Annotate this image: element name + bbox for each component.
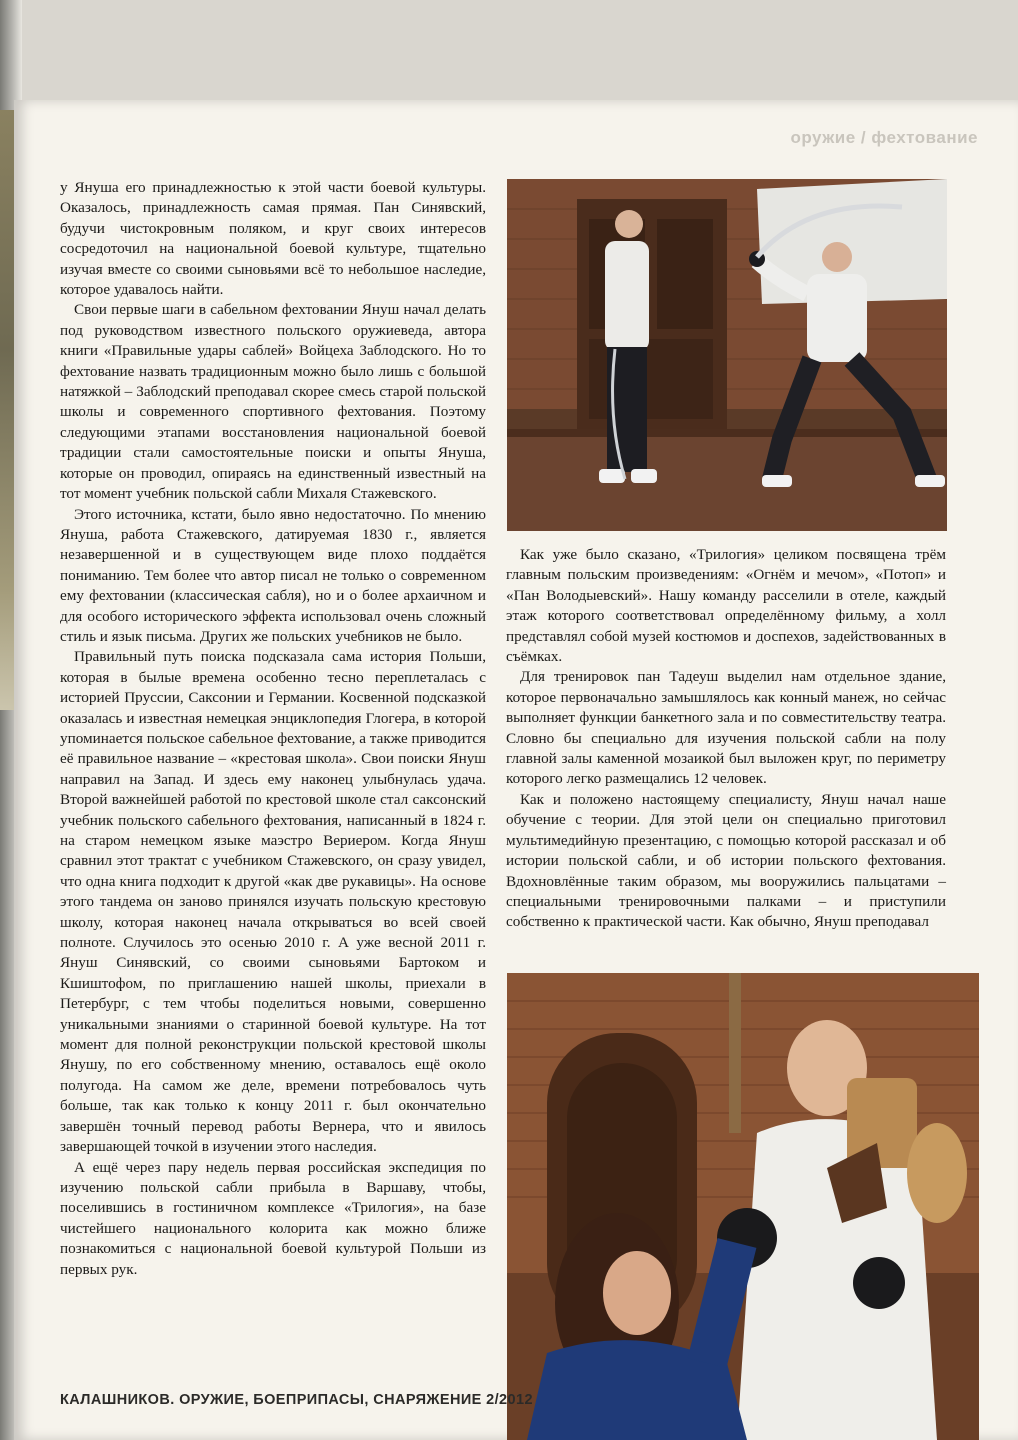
paragraph: Правильный путь поиска подсказала сама история Польши, которая в былые времена особенно тесно переплеталась с историей Пруссии, Саксонии и Германии. Косвенной подсказкой оказалась и известная немецкая энциклопедия Глогера, в которой упоминается польское сабельное фехтование, а также приводится её правильное название – «крестовая школа». Свои поиски Януш направил на Запад. И здесь ему наконец улыбнулась удача. Второй важнейшей работой по крестовой школе стал саксонский учебник польского сабельного фехтования, написанный в 1824 г. на старом немецком языке маэстро Вериером. Когда Януш сравнил этот трактат с учебником Стажевского, он сразу увидел, что одна книга подходит к другой «как две рукавицы». На основе этого тандема он заново принялся изучать польскую крестовую школу, которая наконец начала открываться во всей своей полноте. Случилось это осенью 2010 г. А уже весной 2011 г. Януш Синявский, со своими сыновьями Бартоком и Кшиштофом, по приглашению нашей школы, приехали в Петербург, с тем чтобы поделиться новыми, совершенно уникальными знаниями о старинной боевой культуре. На тот момент для полной реконструкции польской крестовой школы Янушу, по его собственному мнению, оставалось ещё около полугода. На самом же деле, времени потребовалось чуть больше, так как только к концу 2011 г. был окончательно завершён точный перевод работы Вернера, что и явилось завершающей точкой в изучении этого наследия. <box>60 648 487 1156</box>
paragraph: А ещё через пару недель первая российская экспедиция по изучению польской сабли прибыла в Варшаву, чтобы, поселившись в гостиничном комплексе «Трилогия», на базе чистейшего национального колорита как можно ближе познакомиться с национальной боевой культурой Польши из первых рук. <box>60 1158 486 1278</box>
section-rubric: оружие / фехтование <box>790 128 978 147</box>
paragraph: у Януша его принадлежностью к этой части боевой культуры. Оказалось, принадлежность самая прямая. Пан Синявский, будучи чистокровным поляком, и круг своих интересов сосредоточил на национальной боевой культуре, тщательно изучая вместе со своими сыновьями всё то небольшое наследие, которое удавалось найти. <box>60 179 486 299</box>
article-column-left <box>60 178 486 1280</box>
photo-sabre-sparring <box>507 179 947 531</box>
photo-training-session <box>507 973 979 1440</box>
paragraph: Для тренировок пан Тадеуш выделил нам отдельное здание, которое первоначально замышлялось как конный манеж, но сейчас выполняет функции банкетного зала и по совместительству театра. Словно бы специально для изучения польской сабли на полу главной залы каменной мозаикой был выложен круг, по периметру которого легко размещались 12 человек. <box>506 668 946 788</box>
facing-page-edge <box>0 110 14 710</box>
paragraph: Как и положено настоящему специалисту, Януш начал наше обучение с теории. Для этой цели он специально приготовил мультимедийную презентацию, с помощью которой рассказал и об истории польской сабли, и об истории польского фехтования. Вдохновлённые таким образом, мы вооружились пальцатами – специальными тренировочными палками – и приступили собственно к практической части. Как обычно, Януш преподавал <box>506 790 946 931</box>
paragraph: Как уже было сказано, «Трилогия» целиком посвящена трём главным польским произведениям: «Огнём и мечом», «Потоп» и «Пан Володыевский». Нашу команду расселили в отеле, каждый этаж которого соответствовал определённому фильму, а холл представлял собой музей костюмов и доспехов, задействованных в съёмках. <box>506 546 946 666</box>
paragraph: Свои первые шаги в сабельном фехтовании Януш начал делать под руководством известного польского оружиеведа, автора книги «Правильные удары саблей» Войцеха Заблодского. Но то фехтование назвать традиционным можно было лишь с большой натяжкой – Заблодский преподавал скорее смесь старой польской школы и современного спортивного фехтования. Поэтому следующими этапами восстановления национальной боевой традиции стали самостоятельные поиски и опыты Януша, которые он проводил, опираясь на единственный известный на тот момент учебник польской сабли Михаля Стажевского. <box>60 301 486 503</box>
article-column-right <box>506 545 946 933</box>
magazine-footer: КАЛАШНИКОВ. ОРУЖИЕ, БОЕПРИПАСЫ, СНАРЯЖЕНИЕ 2/2012 <box>60 1392 533 1408</box>
paragraph: Этого источника, кстати, было явно недостаточно. По мнению Януша, работа Стажевского, датируемая 1830 г., является незавершенной и в существующем виде плохо поддаётся пониманию. Тем более что автор писал не только о современном ему фехтовании (классическая сабля), но и о более архаичном и для особого исторического эффекта использовал очень сложный стиль и язык письма. Других же польских учебников не было. <box>60 505 486 645</box>
